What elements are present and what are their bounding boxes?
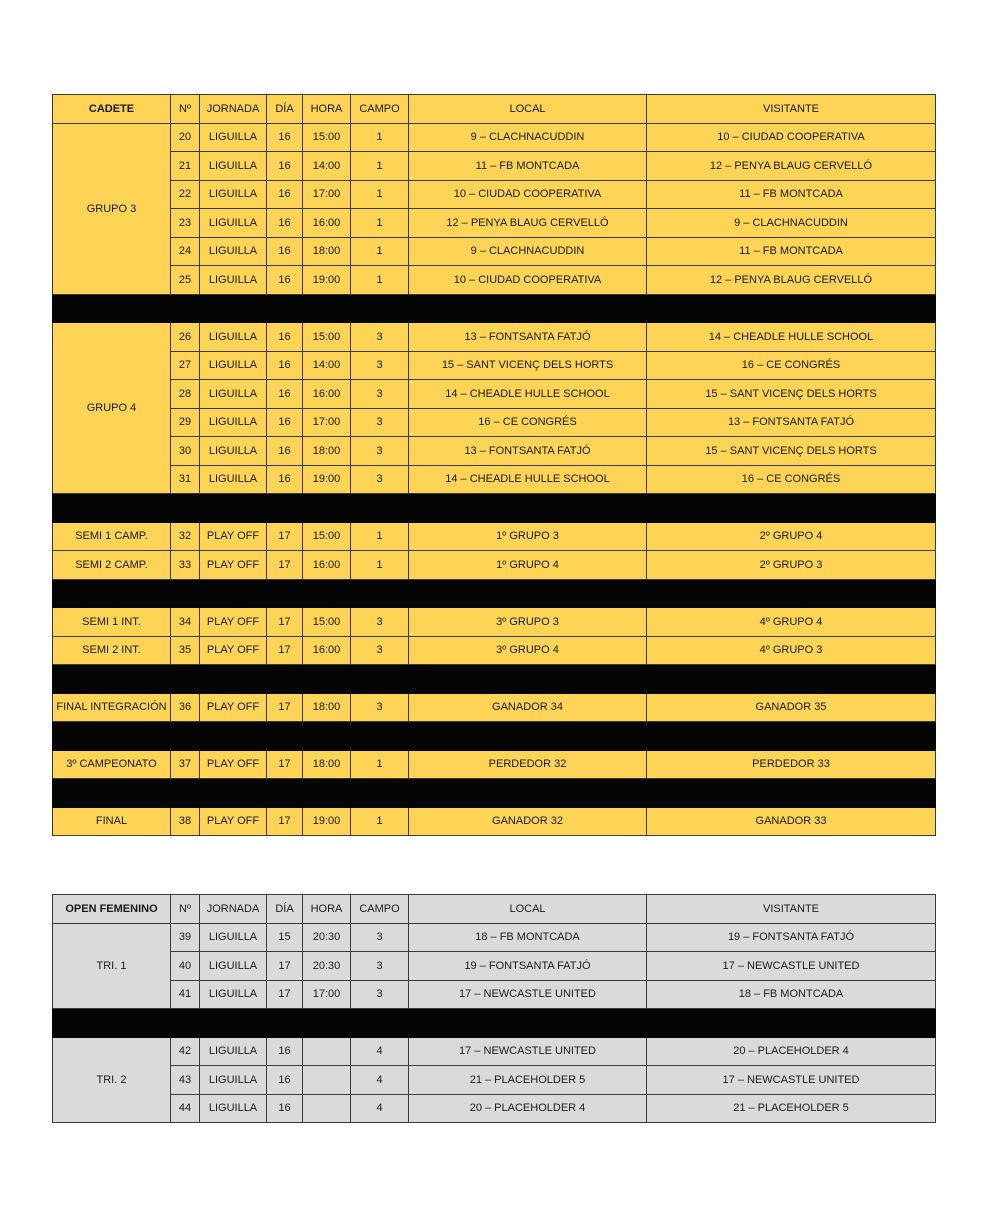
jornada: PLAY OFF [200, 807, 267, 836]
dia: 16 [267, 380, 303, 409]
jornada: LIGUILLA [200, 408, 267, 437]
header-row [53, 95, 936, 124]
match-row [53, 952, 936, 981]
hora: 16:00 [303, 636, 351, 665]
local-team: GANADOR 34 [409, 693, 647, 722]
match-number: 29 [171, 408, 200, 437]
local-team: 11 – FB MONTCADA [409, 152, 647, 181]
campo: 3 [351, 323, 409, 352]
jornada: PLAY OFF [200, 636, 267, 665]
match-row [53, 237, 936, 266]
campo: 3 [351, 380, 409, 409]
column-header-local-team: LOCAL [409, 895, 647, 924]
campo: 4 [351, 1094, 409, 1123]
match-row [53, 266, 936, 295]
visitor-team: 9 – CLACHNACUDDIN [647, 209, 936, 238]
visitor-team: 2º GRUPO 3 [647, 551, 936, 580]
local-team: 15 – SANT VICENÇ DELS HORTS [409, 351, 647, 380]
dia: 17 [267, 551, 303, 580]
match-number: 31 [171, 465, 200, 494]
dia: 16 [267, 1037, 303, 1066]
match-number: 33 [171, 551, 200, 580]
jornada: LIGUILLA [200, 1094, 267, 1123]
section-title: CADETE [53, 95, 171, 124]
jornada: PLAY OFF [200, 750, 267, 779]
match-number: 43 [171, 1066, 200, 1095]
jornada: LIGUILLA [200, 380, 267, 409]
dia: 17 [267, 522, 303, 551]
hora: 20:30 [303, 923, 351, 952]
hora: 16:00 [303, 380, 351, 409]
campo: 1 [351, 522, 409, 551]
jornada: LIGUILLA [200, 465, 267, 494]
separator-row [53, 722, 936, 751]
dia: 16 [267, 351, 303, 380]
dia: 16 [267, 1094, 303, 1123]
column-header-dia: DÍA [267, 895, 303, 924]
match-number: 24 [171, 237, 200, 266]
round-label: SEMI 2 CAMP. [53, 551, 171, 580]
match-number: 41 [171, 980, 200, 1009]
hora: 19:00 [303, 465, 351, 494]
jornada: LIGUILLA [200, 180, 267, 209]
local-team: 16 – CE CONGRÉS [409, 408, 647, 437]
campo: 1 [351, 237, 409, 266]
campo: 3 [351, 693, 409, 722]
dia: 17 [267, 693, 303, 722]
group-label: GRUPO 4 [53, 323, 171, 494]
local-team: 9 – CLACHNACUDDIN [409, 237, 647, 266]
match-number: 25 [171, 266, 200, 295]
match-number: 38 [171, 807, 200, 836]
match-number: 40 [171, 952, 200, 981]
campo: 4 [351, 1037, 409, 1066]
visitor-team: 17 – NEWCASTLE UNITED [647, 1066, 936, 1095]
local-team: 3º GRUPO 3 [409, 608, 647, 637]
jornada: PLAY OFF [200, 608, 267, 637]
dia: 16 [267, 180, 303, 209]
separator-bar [53, 294, 936, 323]
match-number: 21 [171, 152, 200, 181]
visitor-team: 15 – SANT VICENÇ DELS HORTS [647, 437, 936, 466]
separator-row [53, 579, 936, 608]
local-team: 12 – PENYA BLAUG CERVELLÓ [409, 209, 647, 238]
hora: 19:00 [303, 807, 351, 836]
visitor-team: 10 – CIUDAD COOPERATIVA [647, 123, 936, 152]
dia: 16 [267, 152, 303, 181]
match-row [53, 1037, 936, 1066]
visitor-team: 16 – CE CONGRÉS [647, 351, 936, 380]
match-number: 23 [171, 209, 200, 238]
local-team: 14 – CHEADLE HULLE SCHOOL [409, 380, 647, 409]
jornada: PLAY OFF [200, 551, 267, 580]
hora: 15:00 [303, 522, 351, 551]
dia: 17 [267, 608, 303, 637]
campo: 3 [351, 437, 409, 466]
match-row [53, 980, 936, 1009]
separator-row [53, 665, 936, 694]
hora: 16:00 [303, 551, 351, 580]
column-header-hora: HORA [303, 895, 351, 924]
local-team: 20 – PLACEHOLDER 4 [409, 1094, 647, 1123]
hora: 17:00 [303, 180, 351, 209]
match-row [53, 608, 936, 637]
round-label: SEMI 1 INT. [53, 608, 171, 637]
jornada: LIGUILLA [200, 437, 267, 466]
jornada: LIGUILLA [200, 1037, 267, 1066]
dia: 17 [267, 952, 303, 981]
match-row [53, 465, 936, 494]
match-row [53, 636, 936, 665]
match-number: 35 [171, 636, 200, 665]
jornada: LIGUILLA [200, 1066, 267, 1095]
campo: 3 [351, 980, 409, 1009]
dia: 16 [267, 237, 303, 266]
visitor-team: 17 – NEWCASTLE UNITED [647, 952, 936, 981]
hora: 15:00 [303, 608, 351, 637]
hora: 15:00 [303, 123, 351, 152]
campo: 3 [351, 351, 409, 380]
separator-bar [53, 665, 936, 694]
dia: 17 [267, 750, 303, 779]
match-row [53, 152, 936, 181]
dia: 16 [267, 1066, 303, 1095]
match-number: 42 [171, 1037, 200, 1066]
hora [303, 1066, 351, 1095]
visitor-team: 12 – PENYA BLAUG CERVELLÓ [647, 266, 936, 295]
visitor-team: 12 – PENYA BLAUG CERVELLÓ [647, 152, 936, 181]
dia: 16 [267, 266, 303, 295]
local-team: 18 – FB MONTCADA [409, 923, 647, 952]
match-number: 32 [171, 522, 200, 551]
match-number: 39 [171, 923, 200, 952]
hora: 16:00 [303, 209, 351, 238]
visitor-team: 14 – CHEADLE HULLE SCHOOL [647, 323, 936, 352]
campo: 1 [351, 750, 409, 779]
match-row [53, 1094, 936, 1123]
visitor-team: 15 – SANT VICENÇ DELS HORTS [647, 380, 936, 409]
visitor-team: 20 – PLACEHOLDER 4 [647, 1037, 936, 1066]
hora: 18:00 [303, 693, 351, 722]
match-number: 34 [171, 608, 200, 637]
separator-bar [53, 494, 936, 523]
dia: 16 [267, 408, 303, 437]
local-team: 17 – NEWCASTLE UNITED [409, 1037, 647, 1066]
header-row [53, 895, 936, 924]
campo: 1 [351, 266, 409, 295]
campo: 3 [351, 408, 409, 437]
match-row [53, 437, 936, 466]
local-team: GANADOR 32 [409, 807, 647, 836]
match-row [53, 750, 936, 779]
hora: 18:00 [303, 437, 351, 466]
jornada: LIGUILLA [200, 923, 267, 952]
campo: 3 [351, 636, 409, 665]
dia: 16 [267, 323, 303, 352]
jornada: PLAY OFF [200, 522, 267, 551]
visitor-team: 13 – FONTSANTA FATJÓ [647, 408, 936, 437]
local-team: 3º GRUPO 4 [409, 636, 647, 665]
jornada: LIGUILLA [200, 952, 267, 981]
group-label: GRUPO 3 [53, 123, 171, 294]
campo: 1 [351, 180, 409, 209]
jornada: LIGUILLA [200, 980, 267, 1009]
column-header-visitor-team: VISITANTE [647, 95, 936, 124]
column-header-jornada: JORNADA [200, 95, 267, 124]
match-row [53, 923, 936, 952]
visitor-team: 18 – FB MONTCADA [647, 980, 936, 1009]
column-header-campo: CAMPO [351, 95, 409, 124]
local-team: 19 – FONTSANTA FATJÓ [409, 952, 647, 981]
match-row [53, 522, 936, 551]
separator-bar [53, 579, 936, 608]
match-number: 22 [171, 180, 200, 209]
round-label: SEMI 1 CAMP. [53, 522, 171, 551]
campo: 3 [351, 465, 409, 494]
open-femenino-schedule-table [52, 894, 936, 1123]
separator-row [53, 494, 936, 523]
dia: 17 [267, 636, 303, 665]
jornada: LIGUILLA [200, 152, 267, 181]
section-title: OPEN FEMENINO [53, 895, 171, 924]
jornada: LIGUILLA [200, 209, 267, 238]
match-row [53, 380, 936, 409]
hora [303, 1094, 351, 1123]
hora [303, 1037, 351, 1066]
dia: 16 [267, 437, 303, 466]
visitor-team: PERDEDOR 33 [647, 750, 936, 779]
local-team: 1º GRUPO 4 [409, 551, 647, 580]
campo: 1 [351, 123, 409, 152]
visitor-team: 4º GRUPO 3 [647, 636, 936, 665]
match-row [53, 807, 936, 836]
visitor-team: 21 – PLACEHOLDER 5 [647, 1094, 936, 1123]
jornada: LIGUILLA [200, 237, 267, 266]
local-team: 10 – CIUDAD COOPERATIVA [409, 266, 647, 295]
hora: 14:00 [303, 351, 351, 380]
hora: 15:00 [303, 323, 351, 352]
match-row [53, 209, 936, 238]
jornada: LIGUILLA [200, 323, 267, 352]
visitor-team: 19 – FONTSANTA FATJÓ [647, 923, 936, 952]
column-header-visitor-team: VISITANTE [647, 895, 936, 924]
column-header-dia: DÍA [267, 95, 303, 124]
campo: 1 [351, 551, 409, 580]
dia: 17 [267, 980, 303, 1009]
hora: 20:30 [303, 952, 351, 981]
campo: 3 [351, 952, 409, 981]
local-team: PERDEDOR 32 [409, 750, 647, 779]
campo: 1 [351, 152, 409, 181]
hora: 17:00 [303, 980, 351, 1009]
dia: 17 [267, 807, 303, 836]
separator-row [53, 1009, 936, 1038]
column-header-jornada: JORNADA [200, 895, 267, 924]
group-label: TRI. 1 [53, 923, 171, 1009]
local-team: 17 – NEWCASTLE UNITED [409, 980, 647, 1009]
separator-row [53, 294, 936, 323]
match-row [53, 123, 936, 152]
hora: 17:00 [303, 408, 351, 437]
local-team: 14 – CHEADLE HULLE SCHOOL [409, 465, 647, 494]
visitor-team: 11 – FB MONTCADA [647, 237, 936, 266]
jornada: LIGUILLA [200, 266, 267, 295]
match-number: 28 [171, 380, 200, 409]
campo: 1 [351, 209, 409, 238]
match-row [53, 180, 936, 209]
column-header-campo: CAMPO [351, 895, 409, 924]
column-header-local-team: LOCAL [409, 95, 647, 124]
dia: 16 [267, 465, 303, 494]
match-number: 20 [171, 123, 200, 152]
round-label: FINAL INTEGRACIÓN [53, 693, 171, 722]
visitor-team: 2º GRUPO 4 [647, 522, 936, 551]
local-team: 1º GRUPO 3 [409, 522, 647, 551]
hora: 19:00 [303, 266, 351, 295]
visitor-team: 4º GRUPO 4 [647, 608, 936, 637]
hora: 18:00 [303, 237, 351, 266]
visitor-team: GANADOR 35 [647, 693, 936, 722]
match-row [53, 408, 936, 437]
match-number: 37 [171, 750, 200, 779]
separator-bar [53, 722, 936, 751]
match-number: 30 [171, 437, 200, 466]
group-label: TRI. 2 [53, 1037, 171, 1123]
column-header-match-number: Nº [171, 95, 200, 124]
local-team: 13 – FONTSANTA FATJÓ [409, 323, 647, 352]
match-row [53, 351, 936, 380]
local-team: 13 – FONTSANTA FATJÓ [409, 437, 647, 466]
visitor-team: GANADOR 33 [647, 807, 936, 836]
campo: 3 [351, 923, 409, 952]
visitor-team: 16 – CE CONGRÉS [647, 465, 936, 494]
separator-bar [53, 1009, 936, 1038]
separator-bar [53, 779, 936, 808]
campo: 1 [351, 807, 409, 836]
match-number: 27 [171, 351, 200, 380]
local-team: 10 – CIUDAD COOPERATIVA [409, 180, 647, 209]
match-row [53, 693, 936, 722]
round-label: FINAL [53, 807, 171, 836]
dia: 15 [267, 923, 303, 952]
match-row [53, 323, 936, 352]
match-row [53, 1066, 936, 1095]
campo: 4 [351, 1066, 409, 1095]
cadete-schedule-table [52, 94, 936, 836]
dia: 16 [267, 209, 303, 238]
match-number: 44 [171, 1094, 200, 1123]
match-number: 26 [171, 323, 200, 352]
local-team: 9 – CLACHNACUDDIN [409, 123, 647, 152]
jornada: PLAY OFF [200, 693, 267, 722]
local-team: 21 – PLACEHOLDER 5 [409, 1066, 647, 1095]
dia: 16 [267, 123, 303, 152]
visitor-team: 11 – FB MONTCADA [647, 180, 936, 209]
hora: 14:00 [303, 152, 351, 181]
match-row [53, 551, 936, 580]
column-header-match-number: Nº [171, 895, 200, 924]
campo: 3 [351, 608, 409, 637]
column-header-hora: HORA [303, 95, 351, 124]
round-label: SEMI 2 INT. [53, 636, 171, 665]
hora: 18:00 [303, 750, 351, 779]
jornada: LIGUILLA [200, 351, 267, 380]
separator-row [53, 779, 936, 808]
jornada: LIGUILLA [200, 123, 267, 152]
match-number: 36 [171, 693, 200, 722]
round-label: 3º CAMPEONATO [53, 750, 171, 779]
